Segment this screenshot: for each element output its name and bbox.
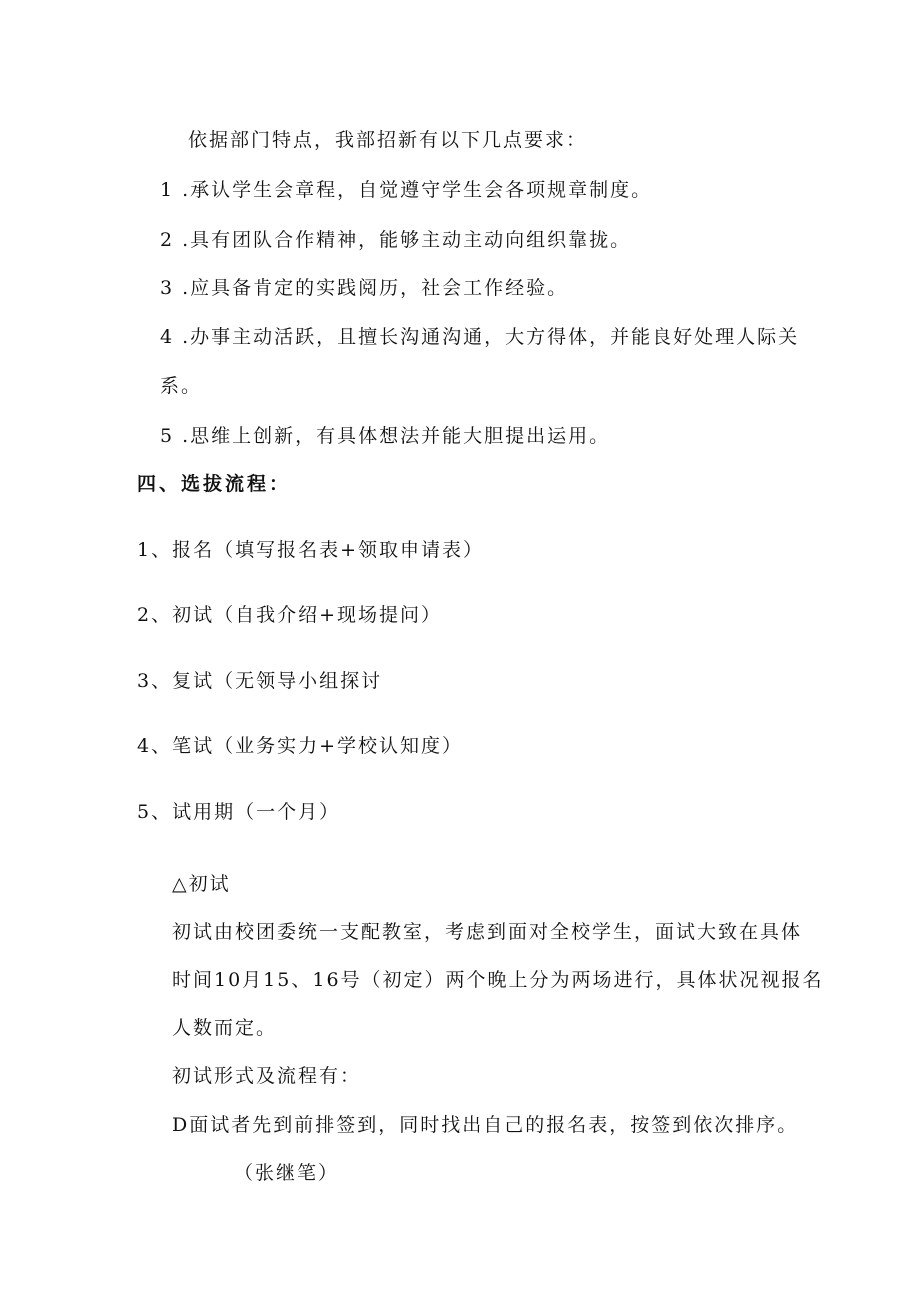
- paragraph-line-3: 人数而定。: [172, 1017, 278, 1039]
- step-1: 1、报名（填写报名表+领取申请表）: [137, 539, 485, 561]
- format-label: 初试形式及流程有：: [172, 1065, 362, 1087]
- requirement-4: 4 .办事主动活跃，且擅长沟通沟通，大方得体，并能良好处理人际关: [160, 326, 800, 348]
- process-item: D面试者先到前排签到，同时找出自己的报名表，按签到依次排序。: [172, 1114, 799, 1136]
- requirement-3: 3 .应具备肯定的实践阅历，社会工作经验。: [160, 277, 569, 299]
- paragraph-line-2: 时间10月15、16号（初定）两个晚上分为两场进行，具体状况视报名: [172, 969, 824, 991]
- section-heading: 四、选拔流程：: [137, 473, 292, 495]
- step-3: 3、复试（无领导小组探讨: [137, 670, 383, 692]
- step-4: 4、笔试（业务实力+学校认知度）: [137, 735, 464, 757]
- subsection-title: △初试: [172, 873, 231, 895]
- paragraph-line-1: 初试由校团委统一支配教室，考虑到面对全校学生，面试大致在具体: [172, 921, 803, 943]
- requirement-5: 5 .思维上创新，有具体想法并能大胆提出运用。: [160, 425, 611, 447]
- step-5: 5、试用期（一个月）: [137, 801, 341, 823]
- intro-text: 依据部门特点，我部招新有以下几点要求：: [188, 129, 588, 151]
- requirement-4-continued: 系。: [160, 375, 203, 397]
- author-note: （张继笔）: [234, 1162, 340, 1184]
- requirement-2: 2 .具有团队合作精神，能够主动主动向组织靠拢。: [160, 229, 632, 251]
- step-2: 2、初试（自我介绍+现场提问）: [137, 604, 443, 626]
- requirement-1: 1 .承认学生会章程，自觉遵守学生会各项规章制度。: [160, 179, 653, 201]
